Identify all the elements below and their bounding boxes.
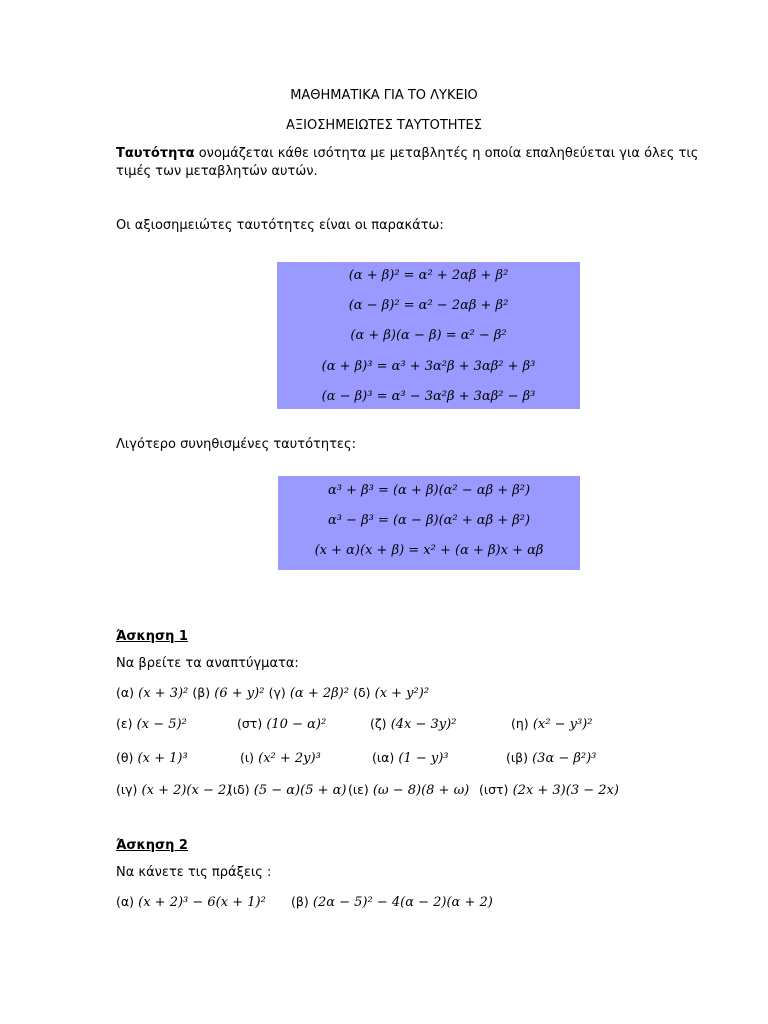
item-label: (στ) (237, 716, 263, 731)
exercise-2-item (291, 894, 493, 910)
item-label: (α) (116, 894, 134, 909)
definition-term: Ταυτότητα (116, 146, 195, 161)
exercise-2-prompt: Να κάνετε τις πράξεις : (116, 865, 272, 880)
item-label: (ζ) (370, 716, 387, 731)
exercise-1-item (116, 716, 187, 732)
item-expression: (6 + y)² (214, 686, 265, 701)
identity-equation: (x + α)(x + β) = x² + (α + β)x + αβ (314, 543, 544, 558)
item-label: (γ) (268, 685, 286, 700)
item-label: (β) (192, 685, 211, 700)
item-expression: (x² − y³)² (532, 717, 593, 732)
exercise-2-heading: Άσκηση 2 (116, 838, 188, 853)
exercise-1-item (479, 782, 619, 798)
exercise-2-item (116, 894, 266, 910)
exercise-1-item (228, 782, 346, 798)
item-label: (α) (116, 685, 134, 700)
identity-equation: (α − β)³ = α³ − 3α²β + 3αβ² − β³ (321, 389, 536, 404)
exercise-1-item (240, 750, 321, 766)
exercise-1-item (370, 716, 456, 732)
page-subtitle: ΑΞΙΟΣΗΜΕΙΩΤΕΣ ΤΑΥΤΟΤΗΤΕΣ (286, 118, 482, 133)
item-expression: (5 − α)(5 + α) (253, 783, 347, 798)
notable-identities-box (277, 262, 580, 409)
item-label: (ιδ) (228, 782, 250, 797)
item-label: (δ) (353, 685, 371, 700)
item-label: (η) (511, 716, 529, 731)
item-expression: (x + 1)³ (137, 751, 188, 766)
item-expression: (x² + 2y)³ (258, 751, 321, 766)
definition-text: ονομάζεται κάθε ισότητα με μεταβλητές η οποία επαληθεύεται για όλες τις (194, 146, 699, 161)
item-label: (ε) (116, 716, 133, 731)
identity-equation: α³ + β³ = (α + β)(α² − αβ + β²) (327, 483, 531, 498)
item-expression: (x − 5)² (136, 717, 187, 732)
item-label: (ια) (372, 750, 395, 765)
item-expression: (10 − α)² (266, 717, 327, 732)
exercise-1-item (348, 782, 469, 798)
identity-equation: α³ − β³ = (α − β)(α² + αβ + β²) (327, 513, 531, 528)
exercise-1-item (511, 716, 592, 732)
item-label: (ιγ) (116, 782, 138, 797)
item-label: (θ) (116, 750, 134, 765)
definition-line-1 (116, 146, 698, 161)
item-label: (ιστ) (479, 782, 509, 797)
exercise-1-row (116, 685, 429, 701)
item-expression: (2x + 3)(3 − 2x) (512, 783, 619, 798)
item-label: (ιβ) (506, 750, 528, 765)
identity-equation: (α + β)(α − β) = α² − β² (350, 328, 507, 343)
item-expression: (ω − 8)(8 + ω) (372, 783, 470, 798)
identity-equation: (α − β)² = α² − 2αβ + β² (348, 298, 509, 313)
identity-equation: (α + β)² = α² + 2αβ + β² (348, 268, 509, 283)
item-expression: (x + 3)² (138, 686, 189, 701)
page-title: ΜΑΘΗΜΑΤΙΚΑ ΓΙΑ ΤΟ ΛΥΚΕΙΟ (290, 88, 478, 103)
exercise-1-item (116, 750, 188, 766)
exercise-1-heading: Άσκηση 1 (116, 629, 188, 644)
less-common-identities-box (278, 476, 580, 570)
item-label: (ι) (240, 750, 254, 765)
exercise-1-item (116, 782, 231, 798)
definition-line-2: τιμές των μεταβλητών αυτών. (116, 164, 318, 179)
item-expression: (x + y²)² (374, 686, 430, 701)
item-expression: (4x − 3y)² (390, 717, 457, 732)
item-expression: (2α − 5)² − 4(α − 2)(α + 2) (312, 895, 493, 910)
exercise-1-item (506, 750, 596, 766)
item-label: (β) (291, 894, 309, 909)
identity-equation: (α + β)³ = α³ + 3α²β + 3αβ² + β³ (321, 359, 536, 374)
exercise-1-item (372, 750, 449, 766)
item-expression: (1 − y)³ (398, 751, 449, 766)
item-expression: (x + 2)³ − 6(x + 1)² (138, 895, 266, 910)
exercise-1-prompt: Να βρείτε τα αναπτύγματα: (116, 656, 299, 671)
item-expression: (3α − β²)³ (532, 751, 597, 766)
notable-intro: Οι αξιοσημειώτες ταυτότητες είναι οι παρακάτω: (116, 218, 444, 233)
exercise-1-item (237, 716, 326, 732)
less-common-intro: Λιγότερο συνηθισμένες ταυτότητες: (116, 437, 356, 452)
item-label: (ιε) (348, 782, 369, 797)
item-expression: (x + 2)(x − 2) (141, 783, 232, 798)
item-expression: (α + 2β)² (289, 686, 349, 701)
